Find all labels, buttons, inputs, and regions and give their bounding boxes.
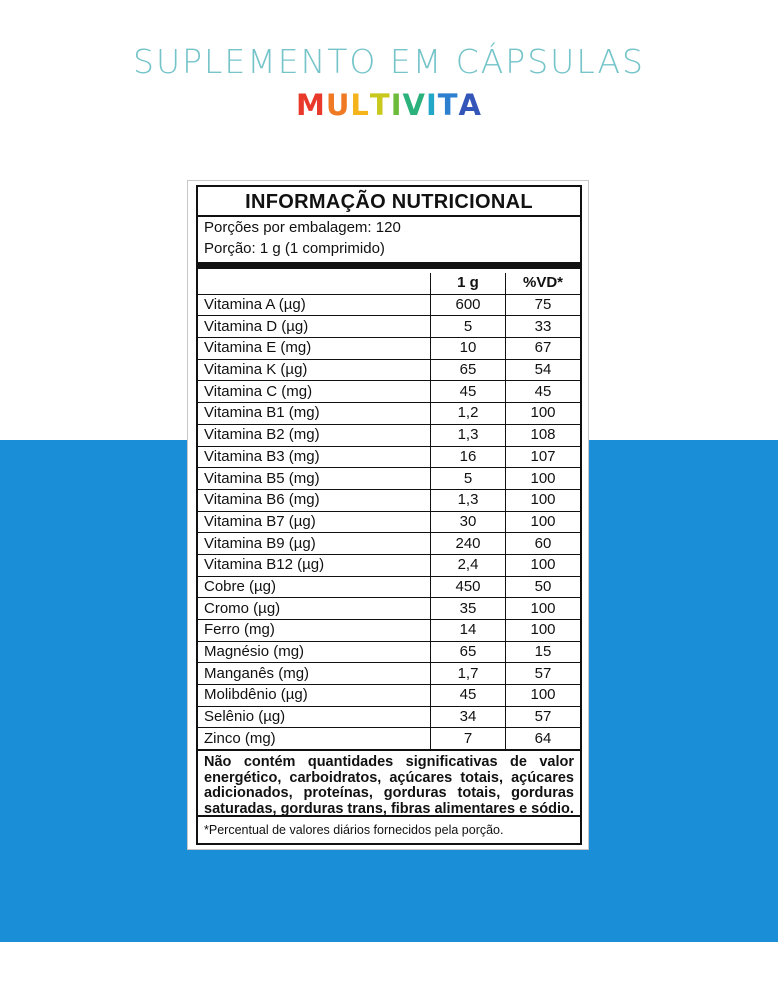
table-row xyxy=(198,641,580,663)
table-row xyxy=(198,728,580,750)
thick-divider xyxy=(198,262,580,269)
nutrient-dv: 64 xyxy=(506,728,581,750)
nutrient-amount: 1,2 xyxy=(431,403,506,425)
nutrient-amount: 10 xyxy=(431,338,506,360)
nutrient-dv: 54 xyxy=(506,359,581,381)
nutrient-name: Selênio (µg) xyxy=(198,706,431,728)
table-row xyxy=(198,468,580,490)
disclaimer-text: Não contém quantidades significativas de valor energético, carboidratos, açúcares totais, açúcares adicionados, proteínas, gorduras totais, gorduras saturadas, gorduras trans, fibras alimentares e sódio. xyxy=(198,750,580,817)
nutrient-dv: 57 xyxy=(506,663,581,685)
nutrient-amount: 2,4 xyxy=(431,554,506,576)
table-row xyxy=(198,576,580,598)
table-row xyxy=(198,359,580,381)
nutrient-name: Vitamina K (µg) xyxy=(198,359,431,381)
nutrient-amount: 30 xyxy=(431,511,506,533)
table-row xyxy=(198,424,580,446)
table-row xyxy=(198,620,580,642)
table-row xyxy=(198,446,580,468)
nutrition-label xyxy=(196,185,582,845)
table-row xyxy=(198,533,580,555)
header-dv: %VD* xyxy=(506,273,581,294)
nutrient-name: Vitamina C (mg) xyxy=(198,381,431,403)
nutrient-name: Cromo (µg) xyxy=(198,598,431,620)
nutrient-amount: 600 xyxy=(431,294,506,316)
nutrient-dv: 75 xyxy=(506,294,581,316)
nutrient-amount: 7 xyxy=(431,728,506,750)
label-title: INFORMAÇÃO NUTRICIONAL xyxy=(198,187,580,217)
table-row xyxy=(198,294,580,316)
nutrient-dv: 50 xyxy=(506,576,581,598)
nutrient-dv: 100 xyxy=(506,554,581,576)
nutrient-name: Vitamina B9 (µg) xyxy=(198,533,431,555)
table-header-row xyxy=(198,273,580,294)
footnote-text: *Percentual de valores diários fornecidos pela porção. xyxy=(198,815,580,843)
header-amount: 1 g xyxy=(431,273,506,294)
nutrient-amount: 1,3 xyxy=(431,424,506,446)
table-row xyxy=(198,554,580,576)
brand-letter: V xyxy=(402,88,426,122)
table-row xyxy=(198,598,580,620)
nutrient-name: Zinco (mg) xyxy=(198,728,431,750)
brand-logo xyxy=(0,88,778,122)
nutrient-dv: 60 xyxy=(506,533,581,555)
nutrient-amount: 240 xyxy=(431,533,506,555)
brand-letter: I xyxy=(425,88,438,122)
brand-letter: T xyxy=(437,88,459,122)
table-row xyxy=(198,338,580,360)
nutrition-panel xyxy=(187,180,589,850)
nutrient-amount: 34 xyxy=(431,706,506,728)
brand-letter: U xyxy=(325,88,351,122)
table-row xyxy=(198,489,580,511)
nutrient-name: Vitamina B5 (mg) xyxy=(198,468,431,490)
nutrient-dv: 67 xyxy=(506,338,581,360)
nutrient-name: Ferro (mg) xyxy=(198,620,431,642)
brand-letter: A xyxy=(458,88,482,122)
brand-letter: L xyxy=(350,88,370,122)
nutrient-amount: 1,3 xyxy=(431,489,506,511)
nutrient-dv: 57 xyxy=(506,706,581,728)
nutrient-name: Vitamina B6 (mg) xyxy=(198,489,431,511)
brand-letter: I xyxy=(390,88,403,122)
nutrient-name: Vitamina B7 (µg) xyxy=(198,511,431,533)
table-row xyxy=(198,316,580,338)
product-subtitle: SUPLEMENTO EM CÁPSULAS xyxy=(133,42,645,81)
table-row xyxy=(198,381,580,403)
nutrient-amount: 5 xyxy=(431,316,506,338)
table-row xyxy=(198,685,580,707)
brand-letter: T xyxy=(369,88,391,122)
nutrient-amount: 5 xyxy=(431,468,506,490)
nutrient-amount: 1,7 xyxy=(431,663,506,685)
header-nutrient xyxy=(198,273,431,294)
nutrient-name: Manganês (mg) xyxy=(198,663,431,685)
serving-size: Porção: 1 g (1 comprimido) xyxy=(204,240,385,257)
nutrient-dv: 33 xyxy=(506,316,581,338)
nutrient-amount: 35 xyxy=(431,598,506,620)
nutrient-amount: 14 xyxy=(431,620,506,642)
nutrient-dv: 100 xyxy=(506,403,581,425)
nutrient-name: Vitamina A (µg) xyxy=(198,294,431,316)
table-row xyxy=(198,403,580,425)
nutrient-dv: 100 xyxy=(506,511,581,533)
nutrient-dv: 100 xyxy=(506,685,581,707)
nutrient-dv: 100 xyxy=(506,489,581,511)
nutrient-name: Vitamina B3 (mg) xyxy=(198,446,431,468)
servings-per-pack: Porções por embalagem: 120 xyxy=(204,219,401,236)
nutrient-amount: 45 xyxy=(431,685,506,707)
nutrient-name: Cobre (µg) xyxy=(198,576,431,598)
nutrient-name: Vitamina D (µg) xyxy=(198,316,431,338)
nutrient-amount: 45 xyxy=(431,381,506,403)
table-row xyxy=(198,511,580,533)
brand-letter: M xyxy=(296,88,326,122)
table-row xyxy=(198,706,580,728)
nutrient-name: Vitamina B1 (mg) xyxy=(198,403,431,425)
nutrient-name: Magnésio (mg) xyxy=(198,641,431,663)
nutrient-dv: 100 xyxy=(506,468,581,490)
nutrient-amount: 65 xyxy=(431,359,506,381)
nutrient-name: Molibdênio (µg) xyxy=(198,685,431,707)
nutrient-dv: 107 xyxy=(506,446,581,468)
nutrient-dv: 45 xyxy=(506,381,581,403)
nutrient-amount: 65 xyxy=(431,641,506,663)
table-row xyxy=(198,663,580,685)
nutrient-name: Vitamina E (mg) xyxy=(198,338,431,360)
nutrient-name: Vitamina B2 (mg) xyxy=(198,424,431,446)
nutrient-dv: 100 xyxy=(506,620,581,642)
nutrient-table xyxy=(198,273,580,750)
nutrient-amount: 450 xyxy=(431,576,506,598)
nutrient-name: Vitamina B12 (µg) xyxy=(198,554,431,576)
nutrient-amount: 16 xyxy=(431,446,506,468)
nutrient-dv: 15 xyxy=(506,641,581,663)
nutrient-dv: 100 xyxy=(506,598,581,620)
nutrient-dv: 108 xyxy=(506,424,581,446)
